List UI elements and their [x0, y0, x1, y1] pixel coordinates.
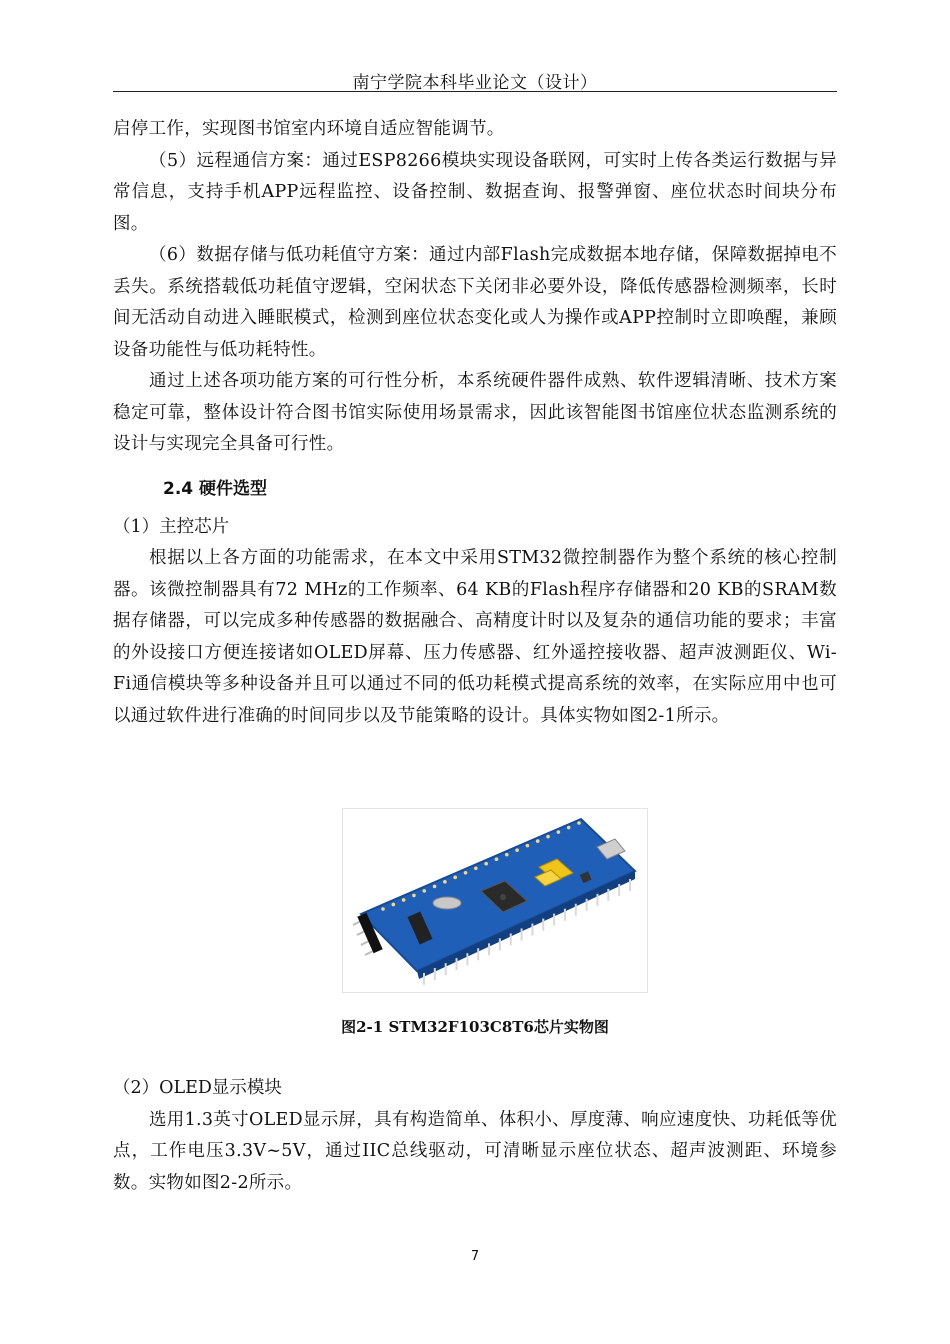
board-pin [423, 973, 425, 985]
board-pin [445, 963, 447, 975]
section-title: 2.4 硬件选型 [163, 478, 268, 499]
board-pin [607, 889, 609, 901]
figure-caption: 图2-1 STM32F103C8T6芯片实物图 [341, 1018, 609, 1036]
board-hole [536, 839, 540, 843]
paragraph-main-chip: 根据以上各方面的功能需求，在本文中采用STM32微控制器作为整个系统的核心控制器。该微控制器具有72 MHz的工作频率、64 KB的Flash程序存储器和20 KB的SRAM数据存储器，可以完成多种传感器的数据融合、高精度计时以及复杂的通信功能的要求；丰富的外设接口方便连接诸如OLED屏幕、压力传感器、红外遥控接收器、超声波测距仪、Wi-Fi通信模块等多种设备并且可以通过不同的低功耗模式提高系统的效率，在实际应用中也可以通过软件进行准确的时间同步以及节能策略的设计。具体实物如图2-1所示。 [113, 548, 837, 726]
board-hole [515, 848, 519, 852]
stm32-board-figure [342, 808, 648, 993]
board-pin [629, 879, 631, 891]
page-header: 南宁学院本科毕业论文（设计） [352, 73, 598, 93]
board-hole [505, 853, 509, 857]
board-hole [484, 862, 488, 866]
board-hole [392, 903, 396, 907]
paragraph-feasibility-summary: 通过上述各项功能方案的可行性分析，本系统硬件器件成熟、软件逻辑清晰、技术方案稳定可靠，整体设计符合图书馆实际使用场景需求，因此该智能图书馆座位状态监测系统的设计与实现完全具备可行性。 [113, 371, 837, 454]
paragraph-oled: 选用1.3英寸OLED显示屏，具有构造简单、体积小、厚度薄、响应速度快、功耗低等优点，工作电压3.3V~5V，通过IIC总线驱动，可清晰显示座位状态、超声波测距、环境参数。实物如图2-2所示。 [113, 1109, 837, 1193]
board-pin [466, 953, 468, 965]
subsection-main-chip: （1）主控芯片 [113, 516, 230, 537]
main-content [113, 114, 837, 732]
paragraph-1: 启停工作，实现图书馆室内环境自适应智能调节。 [113, 119, 505, 139]
board-pin [596, 894, 598, 906]
board-hole [577, 821, 581, 825]
board-pin [586, 899, 588, 911]
board-hole [412, 894, 416, 898]
board-pin [521, 928, 523, 940]
board-pin [575, 904, 577, 916]
board-pin [499, 938, 501, 950]
board-hole [557, 830, 561, 834]
board-pin [618, 884, 620, 896]
paragraph-storage-lowpower: （6）数据存储与低功耗值守方案：通过内部Flash完成数据本地存储，保障数据掉电不丢失。系统搭载低功耗值守逻辑，空闲状态下关闭非必要外设，降低传感器检测频率，长时间无活动自动进入睡眠模式，检测到座位状态变化或人为操作或APP控制时立即唤醒，兼顾设备功能性与低功耗特性。 [113, 245, 837, 360]
board-pin [456, 958, 458, 970]
board-pin [531, 924, 533, 936]
board-hole [495, 857, 499, 861]
board-pin [542, 919, 544, 931]
paragraph-remote-comm: （5）远程通信方案：通过ESP8266模块实现设备联网，可实时上传各类运行数据与异常信息，支持手机APP远程监控、设备控制、数据查询、报警弹窗、座位状态时间块分布图。 [113, 150, 837, 234]
board-hole [474, 866, 478, 870]
board-hole [464, 871, 468, 875]
board-pin [510, 933, 512, 945]
board-hole [567, 826, 571, 830]
board-hole [381, 907, 385, 911]
page-number: 7 [470, 1249, 480, 1264]
board-hole [453, 876, 457, 880]
board-pin [553, 914, 555, 926]
board-pin [434, 968, 436, 980]
subsection-oled: （2）OLED显示模块 [113, 1078, 282, 1098]
board-pin [477, 948, 479, 960]
board-hole [433, 885, 437, 889]
board-hole [422, 889, 426, 893]
main-content-continued [113, 1073, 837, 1199]
stm32-board-image [343, 809, 647, 992]
board-hole [443, 880, 447, 884]
header-rule [113, 91, 837, 92]
board-hole [526, 844, 530, 848]
board-hole [546, 835, 550, 839]
board-hole [402, 898, 406, 902]
board-pin [488, 943, 490, 955]
board-pin [564, 909, 566, 921]
